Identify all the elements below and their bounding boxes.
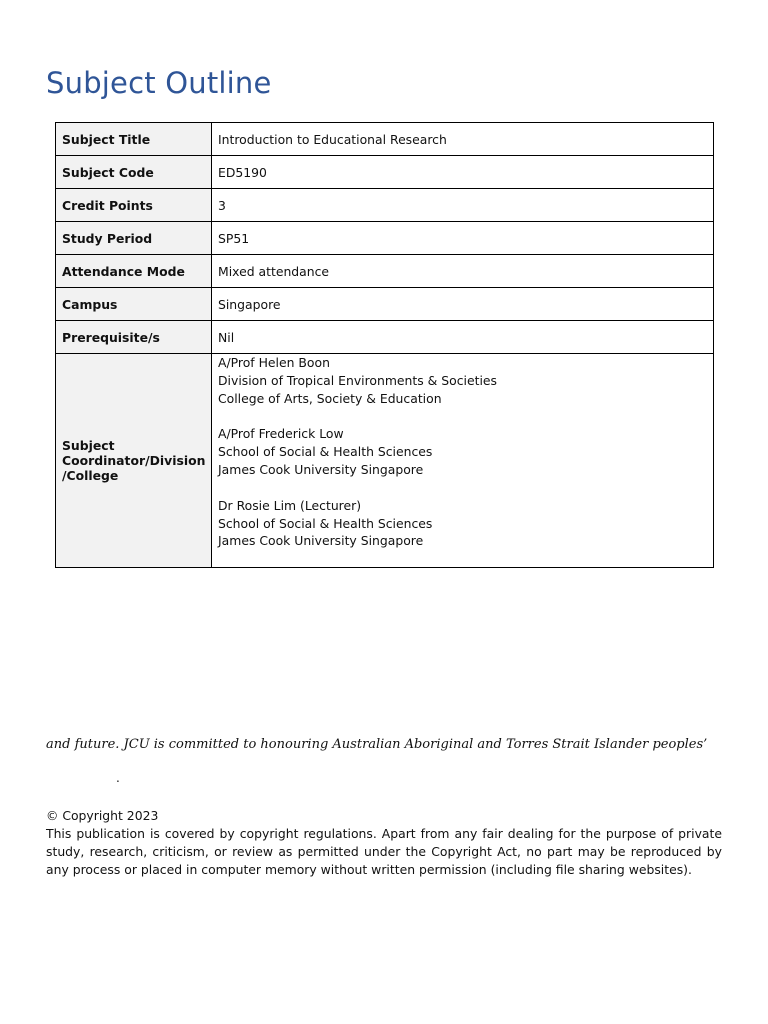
stray-period: . [116,771,120,785]
row-label-subject-code: Subject Code [56,156,212,189]
row-value-prerequisites: Nil [212,321,714,354]
coordinator-college: James Cook University Singapore [218,461,424,477]
table-row [56,255,714,288]
table-row-coordinator [56,354,714,568]
row-label-campus: Campus [56,288,212,321]
row-label-credit-points: Credit Points [56,189,212,222]
row-value-campus: Singapore [212,288,714,321]
copyright-heading: © Copyright 2023 [46,808,159,823]
coordinator-college: James Cook University Singapore [218,533,424,549]
row-value-subject-code: ED5190 [212,156,714,189]
row-value-credit-points: 3 [212,189,714,222]
acknowledgement-text: and future. JCU is committed to honouring Australian Aboriginal and Torres Strait Islander peoples’ [46,737,708,752]
row-label-coordinator: Subject Coordinator/Division /College [56,354,212,568]
row-label-attendance-mode: Attendance Mode [56,255,212,288]
coordinator-name: A/Prof Frederick Low [218,426,344,442]
coordinator-entry [218,497,707,550]
row-label-subject-title: Subject Title [56,123,212,156]
row-label-study-period: Study Period [56,222,212,255]
coordinator-entry [218,354,707,407]
page-title: Subject Outline [46,66,272,100]
coordinator-college: College of Arts, Society & Education [218,390,442,406]
row-value-study-period: SP51 [212,222,714,255]
row-value-attendance-mode: Mixed attendance [212,255,714,288]
table-row [56,123,714,156]
table-row [56,189,714,222]
row-label-prerequisites: Prerequisite/s [56,321,212,354]
table-row [56,156,714,189]
coordinator-name: A/Prof Helen Boon [218,355,330,370]
table-row [56,222,714,255]
coordinator-entry [218,425,707,478]
row-value-coordinator [212,354,714,568]
copyright-notice: This publication is covered by copyright regulations. Apart from any fair dealing for the purpose of private study, research, criticism, or review as permitted under the Copyright Act, no part may be reproduced by any process or placed in computer memory without written permission (including file sharing websites). [46,826,722,877]
subject-details-table [55,122,714,568]
table-row [56,288,714,321]
coordinator-division: Division of Tropical Environments & Societies [218,372,497,388]
coordinator-division: School of Social & Health Sciences [218,515,433,531]
coordinator-division: School of Social & Health Sciences [218,444,433,460]
coordinator-name: Dr Rosie Lim (Lecturer) [218,497,362,513]
table-row [56,321,714,354]
row-value-subject-title: Introduction to Educational Research [212,123,714,156]
